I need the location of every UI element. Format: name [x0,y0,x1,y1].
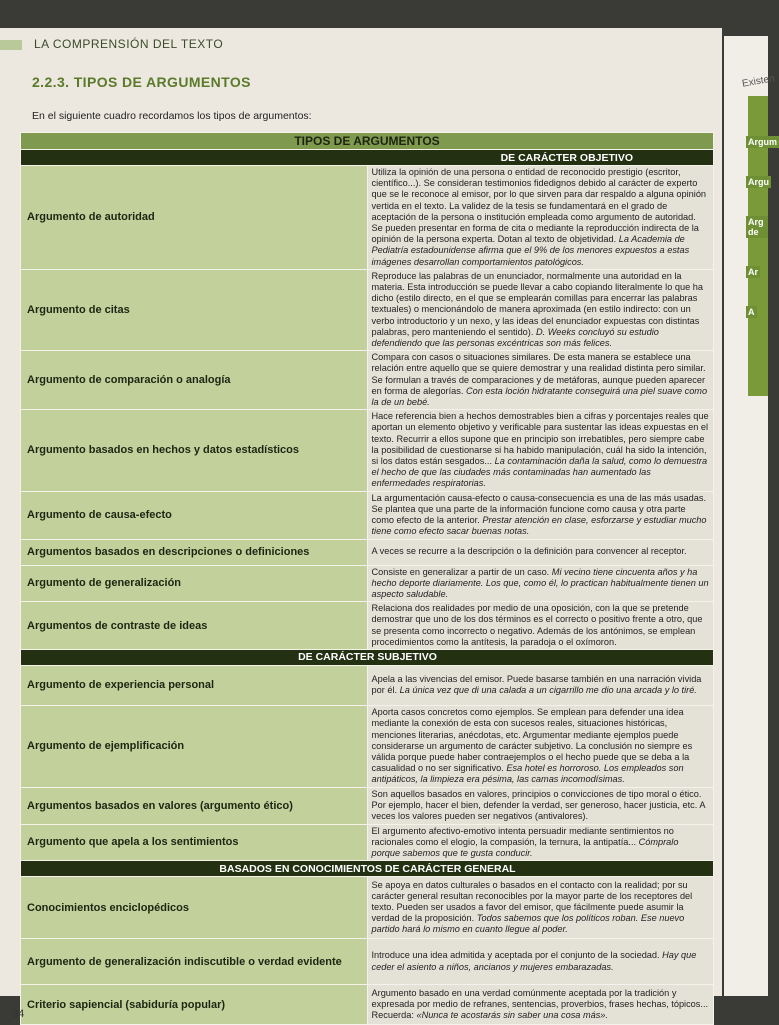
group-heading-row [21,649,714,665]
argument-type-name: Argumento de experiencia personal [21,665,368,705]
argument-type-name: Argumento de autoridad [21,166,368,270]
table-title: TIPOS DE ARGUMENTOS [21,133,714,150]
argument-description [367,824,714,861]
argument-description [367,410,714,491]
argument-type-name: Conocimientos enciclopédicos [21,877,368,939]
example-text: Esa hotel es horroroso. Los empleados son antipáticos, la limpieza era pésima, las camas incomodísimas. [371,763,684,785]
book-page [0,28,722,1021]
group-heading-row [21,150,714,166]
example-text: «Nunca te acostarás sin saber una cosa más». [416,1010,608,1021]
description-text: A veces se recurre a la descripción o la definición para convencer al receptor. [371,546,687,557]
argument-description [367,166,714,270]
table-row [21,166,714,270]
table-row [21,539,714,565]
page-number: 34 [12,1008,25,1020]
argument-type-name: Argumentos de contraste de ideas [21,602,368,650]
argument-description [367,602,714,650]
facing-page-tab: Ar [748,267,759,277]
description-text: Son aquellos basados en valores, principios o convicciones de tipo moral o ético. Por ejemplo, hacer el bien, defender la verdad, ser generoso, hacer justicia, etc. A veces los valores pueden ser negativos (antivalores). [371,788,705,822]
argument-type-name: Argumento de ejemplificación [21,705,368,787]
table-row [21,602,714,650]
running-title: LA COMPRENSIÓN DEL TEXTO [34,37,224,51]
table-row [21,877,714,939]
description-text: Apela a las vivencias del emisor. Puede basarse también en una narración vivida por él. [371,674,702,696]
section-title: 2.2.3. TIPOS DE ARGUMENTOS [32,74,251,90]
description-text: La argumentación causa-efecto o causa-consecuencia es una de las más usadas. Se plantea que una parte de la información funcione como causa y otra parte como efecto de la anterior. [371,492,707,526]
table-title-row [21,133,714,150]
argument-type-name: Argumento de comparación o analogía [21,351,368,410]
argument-description [367,939,714,985]
intro-text: En el siguiente cuadro recordamos los tipos de argumentos: [32,110,312,122]
group-heading-row [21,861,714,877]
facing-page-tab: Argum [748,137,777,147]
table-row [21,939,714,985]
argument-description [367,491,714,539]
example-text: Mi vecino tiene cincuenta años y ha hecho deporte diariamente. Los que, como él, lo practican habitualmente tienen un aspecto saludable. [371,566,709,599]
example-text: Hay que ceder el asiento a niños, ancianos y mujeres embarazadas. [371,950,697,972]
group-heading: BASADOS EN CONOCIMIENTOS DE CARÁCTER GENERAL [21,861,714,877]
table-row [21,985,714,1025]
argument-description [367,705,714,787]
facing-page-tab: Argu [748,177,769,187]
description-text: Introduce una idea admitida y aceptada por el conjunto de la sociedad. [371,950,660,961]
example-text: Cómpralo porque sabemos que te gusta conducir. [371,836,679,858]
argument-type-name: Argumento de citas [21,269,368,350]
running-header [0,36,722,56]
description-text: Utiliza la opinión de una persona o entidad de reconocido prestigio (escritor, científico...). Se consideran testimonios fidedignos debido al carácter de experto que se le reconoce al emisor, por lo que sirven para dar respaldo a alguna opinión vertida en el texto. La validez de la tesis se fundamentará en el grado de aceptación de la persona o institución empleada como argumento de autoridad. Se pueden presentar en forma de cita o mediante la reproducción indirecta de la opinión de la persona experta. Dotan al texto de objetividad. [371,167,707,245]
facing-page [724,36,777,996]
description-text: Aporta casos concretos como ejemplos. Se emplean para defender una idea mediante la conexión de esta con sucesos reales, situaciones históricas, menciones literarias, anécdotas, etc. Argumentar mediante ejemplos puede considerarse un argumento de carácter subjetivo. La conclusión no siempre es válida porque puede haber contraejemplos o el hecho puede que se deba a la casualidad o no ser significativo. [371,707,693,774]
description-text: Reproduce las palabras de un enunciador, normalmente una autoridad en la materia. Esta introducción se puede llevar a cabo copiando literalmente lo que ha dicho (estilo directo, en el que se emplearán comillas para encerrar las palabras textuales) o mencionándolo de manera aproximada (en estilo indirecto: con un verbo introductorio y un nexo, y las ideas del enunciador expuestas con distintas palabras, pero manteniendo el sentido). [371,270,703,337]
argument-description [367,665,714,705]
group-heading: DE CARÁCTER SUBJETIVO [21,649,714,665]
argument-description [367,269,714,350]
argument-type-name: Argumento de causa-efecto [21,491,368,539]
description-text: Hace referencia bien a hechos demostrables bien a cifras y porcentajes reales que aportan un elemento objetivo y verificable para sustentar las ideas expuestas en el texto. Recurrir a ellos supone que en principio son irrebatibles, pero siempre cabe la posibilidad de cuestionarse si ha habido manipulación, cuál ha sido la intención, si los datos están sesgados... [371,411,709,467]
argument-description [367,985,714,1025]
example-text: Con esta loción hidratante conseguirá una piel suave como la de un bebé. [371,385,708,408]
table-row [21,665,714,705]
table-row [21,491,714,539]
header-accent-bar [0,40,22,50]
argument-type-name: Argumento de generalización indiscutible o verdad evidente [21,939,368,985]
description-text: Se apoya en datos culturales o basados en el contacto con la realidad; por su carácter general resultan reconocibles por la mayor parte de los receptores del texto. Pueden ser usados a favor del emisor, que fácilmente puede asumir la verdad de la proposición. [371,879,693,924]
example-text: La única vez que di una calada a un cigarrillo me dio una arcada y lo tiré. [399,685,697,696]
description-text: Compara con casos o situaciones similares. De esta manera se establece una relación entre aquello que se quiere demostrar y una realidad distinta pero similar. Se formulan a través de comparaciones y de metáforas, aunque pueden aparecer en forma de alegorías. [371,352,706,396]
description-text: Consiste en generalizar a partir de un caso. [371,566,550,577]
facing-page-fragment: Existen [741,73,776,90]
description-text: Argumento basado en una verdad comúnmente aceptada por la tradición y expresada por medio de refranes, sentencias, proverbios, frases hechas, tópicos... Recuerda: [371,987,709,1021]
table-row [21,565,714,602]
argument-type-name: Argumentos basados en descripciones o definiciones [21,539,368,565]
group-heading: DE CARÁCTER OBJETIVO [21,150,714,166]
argument-description [367,787,714,824]
argument-description [367,877,714,939]
description-text: El argumento afectivo-emotivo intenta persuadir mediante sentimientos no racionales como el elogio, la compasión, la ternura, la antipatía... [371,825,674,847]
example-text: La Academia de Pediatría estadounidense afirma que el 9% de los menores expuestos a estas imágenes desarrollan comportamientos patológicos. [371,234,690,267]
table-row [21,705,714,787]
table-row [21,787,714,824]
table-row [21,269,714,350]
facing-page-tab: Arg de [746,216,768,238]
table-row [21,410,714,491]
table-row [21,824,714,861]
argument-description [367,539,714,565]
facing-page-tab: A [748,307,755,317]
argument-description [367,565,714,602]
example-text: Prestar atención en clase, esforzarse y estudiar mucho tiene como efecto sacar buenas notas. [371,515,707,537]
arguments-table [20,132,714,1025]
table-row [21,351,714,410]
argument-type-name: Argumento basados en hechos y datos estadísticos [21,410,368,491]
description-text: Relaciona dos realidades por medio de una oposición, con la que se pretende demostrar que uno de los dos términos es el correcto o positivo frente a otro, que se presenta como incorrecto o negativo. Además de los antónimos, se emplean procedimientos como la antítesis, la paradoja o el oxímoron. [371,603,703,647]
argument-type-name: Argumento de generalización [21,565,368,602]
example-text: Todos sabemos que los políticos roban. Ese nuevo partido hará lo mismo en cuanto llegue al poder. [371,913,685,935]
argument-type-name: Argumentos basados en valores (argumento ético) [21,787,368,824]
argument-type-name: Argumento que apela a los sentimientos [21,824,368,861]
argument-type-name: Criterio sapiencial (sabiduría popular) [21,985,368,1025]
example-text: D. Weeks concluyó su estudio defendiendo que las personas excéntricas son más felices. [371,326,659,349]
argument-description [367,351,714,410]
example-text: La contaminación daña la salud, como lo demuestra el hecho de que las ciudades más contaminadas han aumentado las enfermedades respiratorias. [371,456,708,489]
